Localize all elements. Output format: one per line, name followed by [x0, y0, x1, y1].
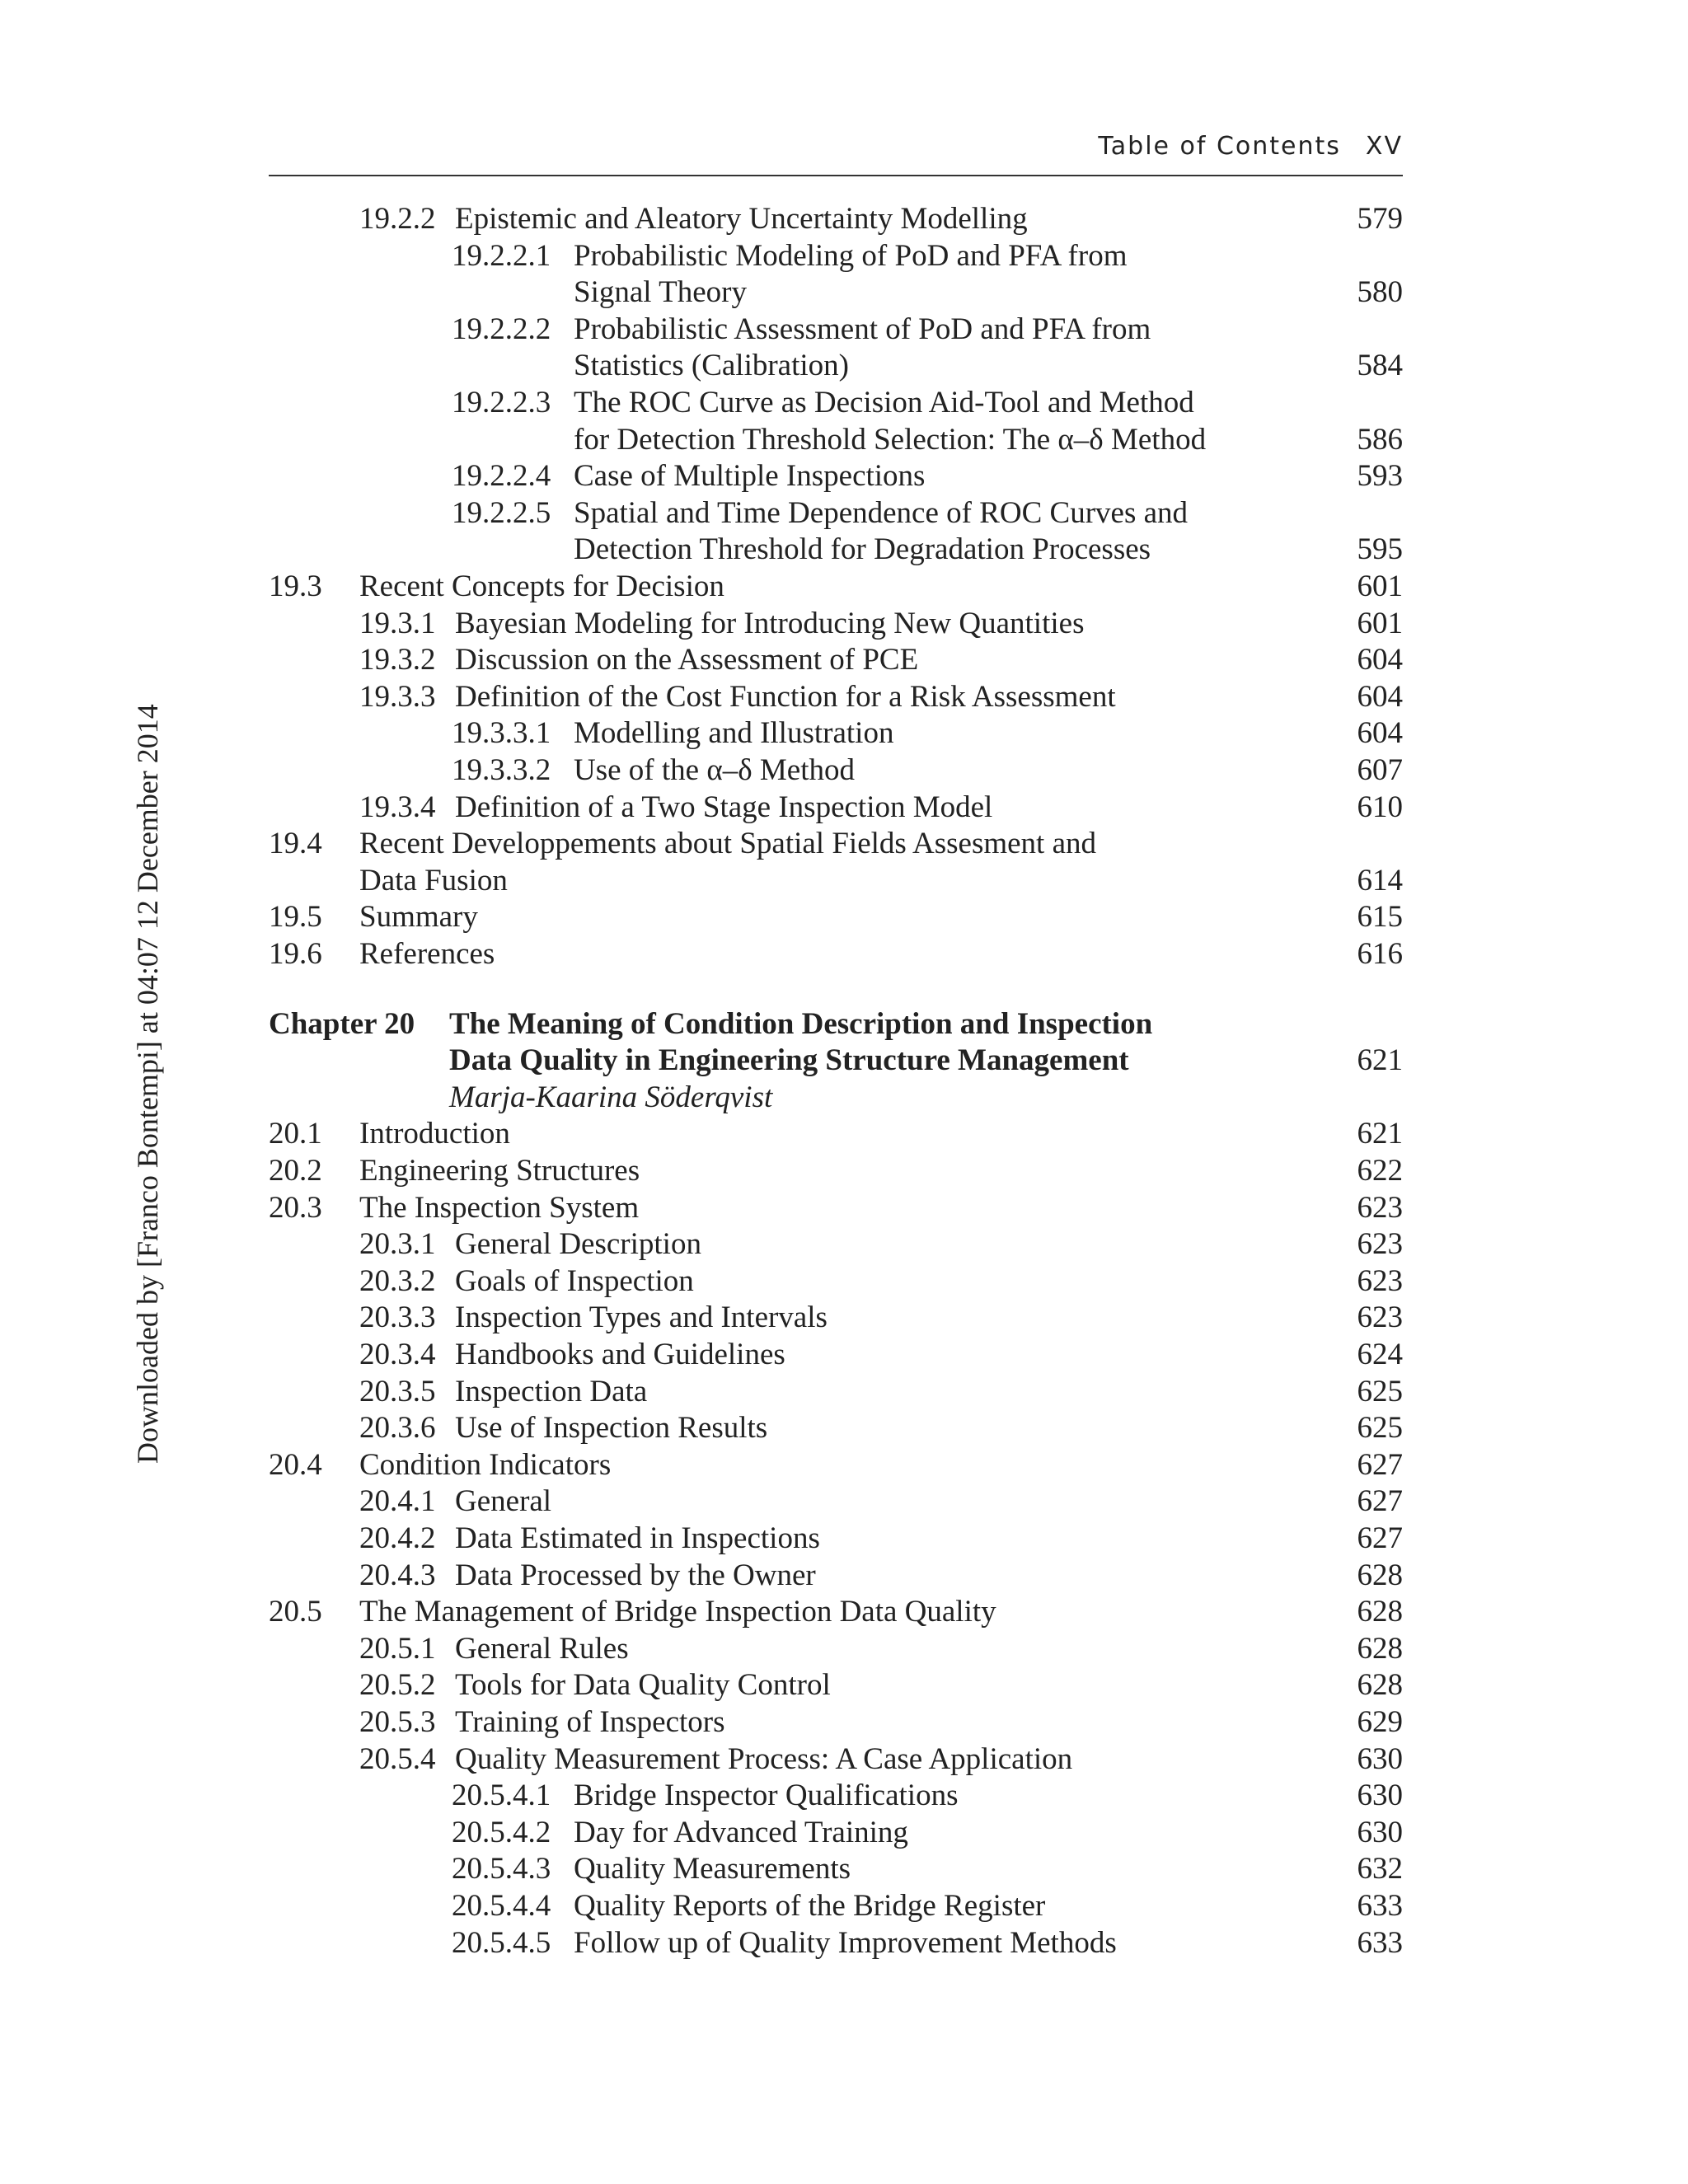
- section-number: 20.3.1: [359, 1227, 436, 1262]
- section-title-continuation: Statistics (Calibration): [574, 349, 849, 383]
- section-title: Recent Developpements about Spatial Fields Assesment and: [359, 827, 1096, 861]
- section-number: 20.5.4.5: [452, 1925, 551, 1960]
- section-number: 20.5.4.4: [452, 1889, 551, 1923]
- section-number: 20.2: [269, 1154, 322, 1188]
- section-title-continuation: Data Fusion: [359, 863, 508, 898]
- page-number: 630: [1357, 1741, 1403, 1776]
- section-title: The Inspection System: [359, 1190, 640, 1225]
- section-number: 20.1: [269, 1117, 322, 1151]
- page-number: 632: [1357, 1852, 1403, 1886]
- section-number: 20.3.6: [359, 1411, 436, 1446]
- section-title: Probabilistic Assessment of PoD and PFA from: [574, 312, 1151, 346]
- section-title-continuation: Detection Threshold for Degradation Processes: [574, 532, 1151, 567]
- section-number: 19.2.2.4: [452, 459, 551, 494]
- page-number: 625: [1357, 1411, 1403, 1446]
- page-number: 615: [1357, 900, 1403, 935]
- page-number: 623: [1357, 1301, 1403, 1335]
- section-title: Tools for Data Quality Control: [455, 1668, 831, 1703]
- section-number: 20.4.1: [359, 1484, 436, 1519]
- section-number: 19.2.2.5: [452, 495, 551, 530]
- section-title-continuation: Data Quality in Engineering Structure Management: [449, 1043, 1129, 1078]
- section-number: 20.3.2: [359, 1263, 436, 1298]
- page-number: 627: [1357, 1447, 1403, 1482]
- header-page-number: XV: [1365, 132, 1403, 161]
- section-number: 19.3: [269, 569, 322, 603]
- page-number: 621: [1357, 1117, 1403, 1151]
- page-number: 621: [1357, 1043, 1403, 1078]
- page-number: 586: [1357, 422, 1403, 457]
- page-number: 622: [1357, 1154, 1403, 1188]
- page-number: 610: [1357, 790, 1403, 824]
- chapter-author: Marja-Kaarina Söderqvist: [449, 1080, 773, 1114]
- page-number: 625: [1357, 1374, 1403, 1408]
- section-title: Quality Measurement Process: A Case Application: [455, 1741, 1073, 1776]
- page-number: 633: [1357, 1925, 1403, 1960]
- section-title: Training of Inspectors: [455, 1705, 725, 1739]
- section-title: Goals of Inspection: [455, 1263, 694, 1298]
- page-number: 593: [1357, 459, 1403, 494]
- section-title: Day for Advanced Training: [574, 1815, 908, 1849]
- section-number: 20.5.4.3: [452, 1852, 551, 1886]
- section-title-continuation: for Detection Threshold Selection: The α–δ Method: [574, 422, 1207, 457]
- section-title: Quality Reports of the Bridge Register: [574, 1889, 1046, 1923]
- section-title: Data Estimated in Inspections: [455, 1521, 820, 1555]
- section-title: General Rules: [455, 1631, 629, 1666]
- section-number: 20.5.3: [359, 1705, 436, 1739]
- page-number: 630: [1357, 1815, 1403, 1849]
- page-number: 627: [1357, 1521, 1403, 1555]
- section-number: 19.3.2: [359, 643, 436, 677]
- section-title: Inspection Data: [455, 1374, 648, 1408]
- section-title: Engineering Structures: [359, 1154, 640, 1188]
- page-number: 630: [1357, 1779, 1403, 1813]
- section-number: 19.3.3: [359, 679, 436, 714]
- section-number: 20.4.3: [359, 1558, 436, 1592]
- section-title: Use of the α–δ Method: [574, 753, 855, 787]
- section-title: Definition of a Two Stage Inspection Model: [455, 790, 993, 824]
- section-title: Use of Inspection Results: [455, 1411, 768, 1446]
- section-number: 20.3.5: [359, 1374, 436, 1408]
- section-title: Condition Indicators: [359, 1447, 612, 1482]
- section-title: Quality Measurements: [574, 1852, 851, 1886]
- section-title: Definition of the Cost Function for a Risk Assessment: [455, 679, 1116, 714]
- section-number: 20.5.4: [359, 1741, 436, 1776]
- section-number: 19.2.2.1: [452, 238, 551, 273]
- section-title: Case of Multiple Inspections: [574, 459, 926, 494]
- section-title: The ROC Curve as Decision Aid-Tool and Method: [574, 386, 1194, 419]
- page-number: 580: [1357, 275, 1403, 310]
- section-number: 20.3.3: [359, 1301, 436, 1335]
- download-watermark-text: Downloaded by [Franco Bontempi] at 04:07 12 December 2014: [131, 704, 164, 1464]
- page-number: 604: [1357, 716, 1403, 751]
- header-title: Table of Contents: [1098, 132, 1341, 161]
- section-number: 19.2.2.2: [452, 312, 551, 346]
- page-number: 633: [1357, 1889, 1403, 1923]
- page-number: 628: [1357, 1668, 1403, 1703]
- section-number: 19.2.2: [359, 202, 436, 236]
- chapter-title: The Meaning of Condition Description and Inspection: [449, 1006, 1153, 1041]
- section-number: 20.4.2: [359, 1521, 436, 1555]
- section-number: 19.2.2.3: [452, 386, 551, 419]
- page-number: 628: [1357, 1631, 1403, 1666]
- page-number: 624: [1357, 1338, 1403, 1371]
- section-number: 19.3.1: [359, 606, 436, 640]
- section-number: 20.5.1: [359, 1631, 436, 1666]
- page-number: 628: [1357, 1558, 1403, 1592]
- section-number: 19.4: [269, 827, 322, 861]
- section-title: Spatial and Time Dependence of ROC Curves and: [574, 495, 1189, 530]
- section-number: 20.5.4.2: [452, 1815, 551, 1849]
- section-number: 20.5.2: [359, 1668, 436, 1703]
- page-number: 579: [1357, 202, 1403, 236]
- section-title: Discussion on the Assessment of PCE: [455, 643, 919, 677]
- section-number: 19.3.3.2: [452, 753, 551, 787]
- section-title: Handbooks and Guidelines: [455, 1338, 785, 1371]
- page-number: 604: [1357, 643, 1403, 677]
- section-title: Modelling and Illustration: [574, 716, 894, 751]
- section-title: Inspection Types and Intervals: [455, 1301, 828, 1335]
- section-title: Data Processed by the Owner: [455, 1558, 816, 1592]
- section-title: Bayesian Modeling for Introducing New Quantities: [455, 606, 1085, 640]
- section-number: 20.5: [269, 1595, 322, 1629]
- section-title: Epistemic and Aleatory Uncertainty Modelling: [455, 202, 1028, 236]
- section-title: General Description: [455, 1227, 701, 1262]
- section-number: 20.3.4: [359, 1338, 436, 1371]
- page-number: 604: [1357, 679, 1403, 714]
- page-number: 629: [1357, 1705, 1403, 1739]
- page-number: 623: [1357, 1227, 1403, 1262]
- page-number: 616: [1357, 937, 1403, 971]
- page-number: 607: [1357, 753, 1403, 787]
- section-number: 19.5: [269, 900, 322, 935]
- section-title: The Management of Bridge Inspection Data Quality: [359, 1595, 996, 1629]
- chapter-number: Chapter 20: [269, 1006, 415, 1041]
- section-number: 20.3: [269, 1190, 322, 1225]
- section-title: References: [359, 937, 495, 971]
- section-number: 19.3.3.1: [452, 716, 551, 751]
- page-number: 595: [1357, 532, 1403, 567]
- section-number: 19.6: [269, 937, 322, 971]
- page-number: 628: [1357, 1595, 1403, 1629]
- section-title-continuation: Signal Theory: [574, 275, 747, 310]
- page-number: 623: [1357, 1190, 1403, 1225]
- section-title: Introduction: [359, 1117, 510, 1151]
- section-number: 20.4: [269, 1447, 322, 1482]
- page-number: 623: [1357, 1263, 1403, 1298]
- section-title: Follow up of Quality Improvement Methods: [574, 1925, 1117, 1960]
- page-number: 627: [1357, 1484, 1403, 1519]
- section-number: 19.3.4: [359, 790, 436, 824]
- page-number: 584: [1357, 349, 1403, 383]
- section-title: Summary: [359, 900, 478, 935]
- page-number: 601: [1357, 606, 1403, 640]
- section-title: Probabilistic Modeling of PoD and PFA from: [574, 238, 1128, 273]
- section-title: General: [455, 1484, 552, 1519]
- section-title: Recent Concepts for Decision: [359, 569, 724, 603]
- section-title: Bridge Inspector Qualifications: [574, 1779, 959, 1813]
- page-number: 614: [1357, 863, 1403, 898]
- section-number: 20.5.4.1: [452, 1779, 551, 1813]
- page-number: 601: [1357, 569, 1403, 603]
